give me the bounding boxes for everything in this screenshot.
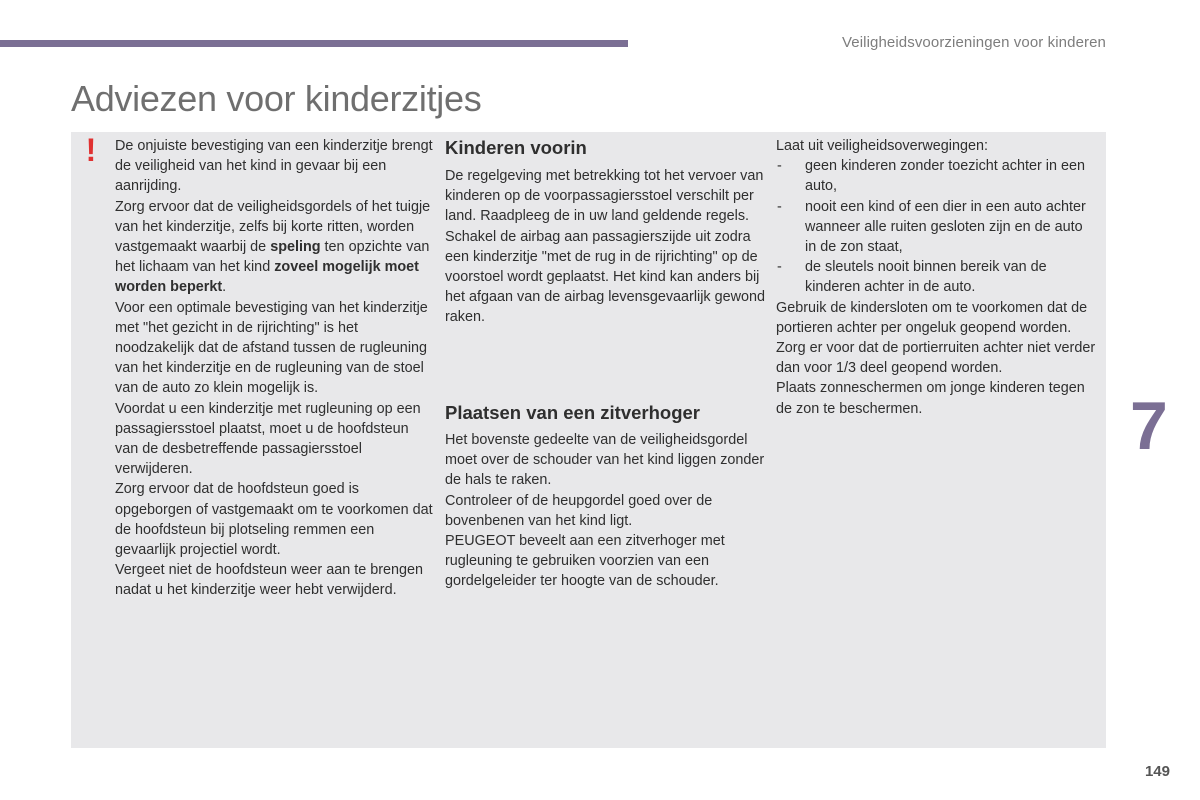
safety-tips-column [776,136,1096,419]
page-title: Adviezen voor kinderzitjes [71,78,482,119]
list-item: - nooit een kind of een dier in een auto achter wanneer alle ruiten gesloten zijn en de auto in de zon staat, [777,198,1086,256]
kinderen-voorin-paragraph-1: De regelgeving met betrekking tot het vervoer van kinderen op de voorpassagiersstoel verschilt per land. Raadpleeg de in uw land geldende regels. [445,168,764,225]
header-accent-bar [0,40,628,47]
warning-paragraph-6: Vergeet niet de hoofdsteun weer aan te brengen nadat u het kinderzitje weer hebt verwijderd. [115,562,424,599]
safety-paragraph-4: Plaats zonneschermen om jonge kinderen tegen de zon te beschermen. [776,380,1085,417]
kinderen-voorin-paragraph-2: Schakel de airbag aan passagierszijde uit zodra een kinderzitje "met de rug in de rijrichting" op de voorstoel wordt geplaatst. Het kind kan anders bij het afgaan van de airbag levensgevaarlijk gewond raken. [445,228,766,326]
zitverhoger-paragraph-2: Controleer of de heupgordel goed over de bovenbenen van het kind ligt. [445,492,713,529]
safety-bullet-list [776,156,1096,297]
safety-intro: Laat uit veiligheidsoverwegingen: [776,138,989,154]
warning-paragraph-4: Voordat u een kinderzitje met rugleuning op een passagiersstoel plaatst, moet u de hoofdsteun van de desbetreffende passagiersstoel verwijderen. [115,400,421,478]
list-item: - geen kinderen zonder toezicht achter in een auto, [777,158,1086,195]
safety-paragraph-2: Gebruik de kindersloten om te voorkomen dat de portieren achter per ongeluk geopend worden. [776,299,1088,336]
warning-paragraph-3: Voor een optimale bevestiging van het kinderzitje met "het gezicht in de rijrichting" is het noodzakelijk dat de afstand tussen de rugleuning van het kinderzitje en de rugleuning van de stoel van de auto zo klein mogelijk is. [115,299,428,397]
dash-marker: - [777,259,782,276]
warning-paragraph-1: De onjuiste bevestiging van een kinderzitje brengt de veiligheid van het kind in gevaar bij een aanrijding. [115,138,433,195]
warning-column [115,136,433,601]
safety-paragraph-3: Zorg er voor dat de portierruiten achter niet verder dan voor 1/3 deel geopend worden. [776,340,1096,377]
heading-zitverhoger: Plaatsen van een zitverhoger [445,402,700,423]
zitverhoger-paragraph-1: Het bovenste gedeelte van de veiligheidsgordel moet over de schouder van het kind liggen zonder de hals te raken. [445,432,765,489]
exclamation-icon: ! [85,132,97,168]
warning-paragraph-2: Zorg ervoor dat de veiligheidsgordels of het tuigje van het kinderzitje, zelfs bij korte ritten, worden vastgemaakt waarbij de speling ten opzichte van het lichaam van het kind zoveel mogelijk moet worden beperkt. [115,198,431,296]
dash-marker: - [777,198,782,215]
running-header: Veiligheidsvoorzieningen voor kinderen [842,34,1106,51]
chapter-number: 7 [1130,388,1168,464]
list-item: - de sleutels nooit binnen bereik van de kinderen achter in de auto. [777,259,1047,296]
zitverhoger-body [445,430,767,592]
warning-paragraph-5: Zorg ervoor dat de hoofdsteun goed is opgeborgen of vastgemaakt om te voorkomen dat de hoofdsteun bij plotseling remmen een gevaarlijk projectiel wordt. [115,481,433,559]
heading-kinderen-voorin: Kinderen voorin [445,137,587,158]
page-number: 149 [1144,763,1170,780]
dash-marker: - [777,158,782,175]
kinderen-voorin-body [445,166,767,328]
zitverhoger-paragraph-3: PEUGEOT beveelt aan een zitverhoger met rugleuning te gebruiken voorzien van een gordelgeleider ter hoogte van de schouder. [445,533,725,590]
